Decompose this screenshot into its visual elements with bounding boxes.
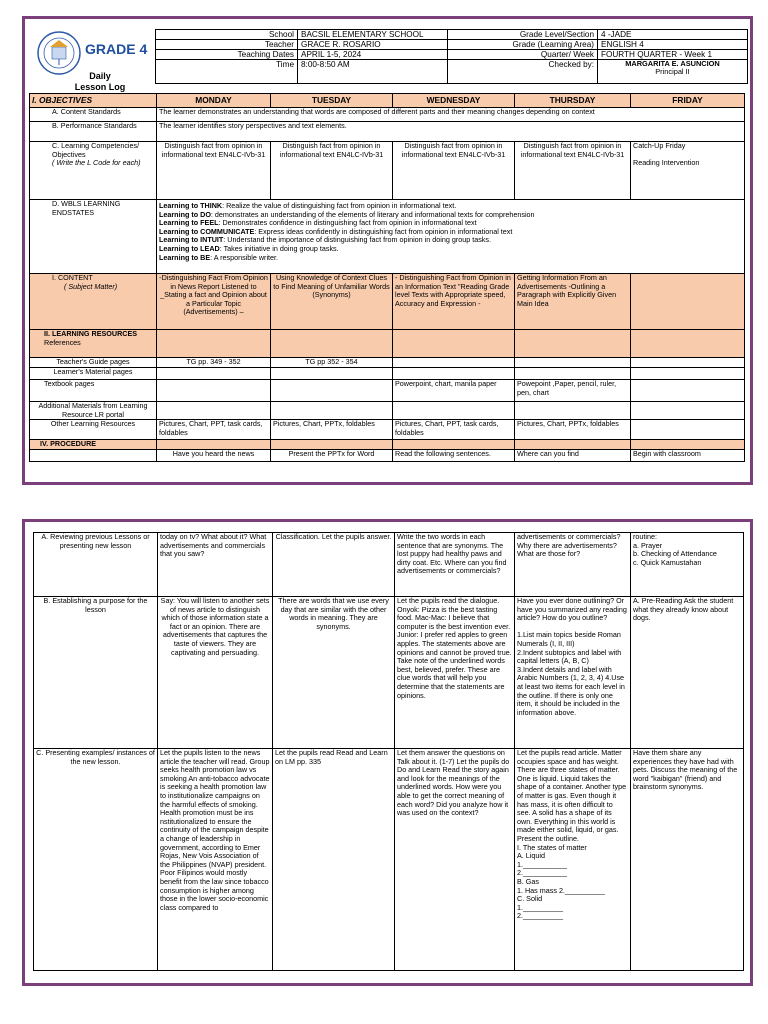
log-title — [25, 71, 175, 93]
other-cell: Pictures, Chart, PPTx, foldables — [515, 420, 631, 440]
header-info-table — [155, 29, 748, 84]
content-label-text: I. CONTENT — [52, 273, 93, 282]
content-label — [30, 274, 157, 330]
procedure-row-b — [34, 597, 744, 749]
checked-name: MARGARITA E. ASUNCION — [625, 59, 720, 68]
school-label: School — [156, 30, 298, 40]
procedure-cell: A. Pre-Reading Ask the student what they already know about dogs. — [631, 597, 744, 749]
procedure-cell: Have them share any experiences they have had with pets. Discuss the meaning of the word "kaibigan" (friend) and brainstorm synonyms. — [631, 749, 744, 971]
quarter-label: Quarter/ Week — [448, 50, 598, 60]
content-cell: -Distinguishing Fact From Opinion in News Report Listened to _Stating a fact and Opinion about a Particular Topic (Advertisements) – — [157, 274, 271, 330]
performance-label: B. Performance Standards — [30, 122, 157, 142]
textbook-cell: Powepoint ,Paper, pencil, ruler, pen, chart — [515, 380, 631, 402]
textbook-cell — [271, 380, 393, 402]
procedure-row — [30, 440, 745, 450]
day-header: MONDAY — [157, 94, 271, 108]
procedure-cell: Let the pupils listen to the news article the teacher will read. Group seeks health promotion law vs smoking An anti-tobacco advocate is seeking a health promotion law to institutionalize campaigns on the harmful effects of smoking. Health promotion must be ins nstitutionalized to ensure the continuity of the campaign despite a change of leadership in government, according to Emer Rojas, New Vois Association of the Philippines (NVAP) president. Poor Filipinos would mostly benefit from the law since tobacco consumption is higher among those in the lower socio-economic class compared to — [158, 749, 273, 971]
other-cell — [631, 420, 745, 440]
dll-page-2 — [22, 519, 753, 986]
procedure-cell: There are words that we use every day that are similar with the other words in meaning. They are synonyms. — [273, 597, 395, 749]
procedure-first-line: Read the following sentences. — [393, 450, 515, 462]
procedure-first-line: Have you heard the news — [157, 450, 271, 462]
procedure-cell: Write the two words in each sentence that are synonyms. The lost puppy had healthy paws and dirty coat. Etc. Where can you find advertisements or commercials? — [395, 533, 515, 597]
procedure-cell: Have you ever done outlining? Or have you summarized any reading article? How do you outline? 1.List main topics beside Roman Numerals (I, II, III) 2.Indent subtopics and label with capital letters (A, B, C) 3.Indent details and label with Arabic Numbers (1, 2, 3, 4) 4.Use at least two items for each level in the outline. If there is only one item, it should be included in the information above. — [515, 597, 631, 749]
checked-title: Principal II — [655, 67, 690, 77]
procedure-step-label: C. Presenting examples/ instances of the new lesson. — [34, 749, 158, 971]
learning-area-value: ENGLISH 4 — [598, 40, 748, 50]
other-label: Other Learning Resources — [30, 420, 157, 440]
wbls-line: Learning to LEAD: Takes initiative in doing group tasks. — [159, 243, 339, 253]
objectives-title: I. OBJECTIVES — [30, 94, 157, 108]
procedure-cell: advertisements or commercials? Why there are advertisements? What are those for? — [515, 533, 631, 597]
competency-cell: Catch-Up Friday Reading Intervention — [631, 142, 745, 200]
procedure-cell: today on tv? What about it? What advertisements and commercials that you saw? — [158, 533, 273, 597]
procedure-cell: Let the pupils read Read and Learn on LM pp. 335 — [273, 749, 395, 971]
competencies-label-text: C. Learning Competencies/ Objectives — [52, 141, 140, 159]
wbls-line: Learning to COMMUNICATE: Express ideas confidently in distinguishing fact from opinion in informational text — [159, 226, 513, 236]
time-value: 8:00-8:50 AM — [298, 60, 448, 84]
content-cell: Using Knowledge of Context Clues to Find Meaning of Unfamiliar Words (Synonyms) — [271, 274, 393, 330]
grade-title: GRADE 4 — [85, 41, 148, 57]
procedure-cell: Classification. Let the pupils answer. — [273, 533, 395, 597]
textbook-cell — [631, 380, 745, 402]
textbook-label: Textbook pages — [30, 380, 157, 402]
content-standards-text: The learner demonstrates an understanding that words are composed of different parts and their meaning changes depending on context — [157, 108, 745, 122]
dates-value: APRIL 1-5, 2024 — [298, 50, 448, 60]
procedure-label: IV. PROCEDURE — [30, 440, 157, 450]
dates-label: Teaching Dates — [156, 50, 298, 60]
day-header: THURSDAY — [515, 94, 631, 108]
competencies-note: ( Write the L Code for each) — [52, 158, 141, 168]
procedure-first-line: Begin with classroom — [631, 450, 745, 462]
other-cell: Pictures, Chart, PPT, task cards, foldables — [393, 420, 515, 440]
lesson-log-table — [29, 93, 745, 462]
school-value: BACSIL ELEMENTARY SCHOOL — [298, 30, 448, 40]
content-standards-label: A. Content Standards — [30, 108, 157, 122]
dll-page-1 — [22, 16, 753, 485]
wbls-line: Learning to DO: demonstrates an understanding of the elements of literary and informational texts for comprehension — [159, 209, 535, 219]
teacher-label: Teacher — [156, 40, 298, 50]
procedure-cell: routine: a. Prayer b. Checking of Attendance c. Quick Kamustahan — [631, 533, 744, 597]
tg-cell: TG pp. 349 - 352 — [157, 358, 271, 368]
wbls-line: Learning to BE: A responsible writer. — [159, 252, 279, 262]
resources-label — [30, 330, 157, 358]
content-cell: Getting Information From an Advertisements -Outlining a Paragraph with Explicitly Given Main Idea — [515, 274, 631, 330]
competencies-label — [30, 142, 157, 200]
procedure-step-label: B. Establishing a purpose for the lesson — [34, 597, 158, 749]
other-cell: Pictures, Chart, PPT, task cards, foldables — [157, 420, 271, 440]
days-header-row — [30, 94, 745, 108]
time-label: Time — [156, 60, 298, 84]
resources-label-text: II. LEARNING RESOURCES — [44, 329, 138, 338]
competency-cell: Distinguish fact from opinion in informational text EN4LC-IVb-31 — [271, 142, 393, 200]
log-title-line1: Daily — [89, 71, 111, 81]
learning-area-label: Grade (Learning Area) — [448, 40, 598, 50]
textbook-cell — [157, 380, 271, 402]
wbls-label: D. WBLS LEARNING ENDSTATES — [30, 200, 157, 274]
content-cell: - Distinguishing Fact from Opinion in an Information Text "Reading Grade level Texts with Appropriate speed, Accuracy and Expression - — [393, 274, 515, 330]
competency-cell: Distinguish fact from opinion in informational text EN4LC-IVb-31 — [393, 142, 515, 200]
procedure-cell: Let the pupils read the dialogue. Onyok: Pizza is the best tasting food. Mac-Mac: I believe that computer is the best invention ever. Junior: I prefer red apples to green apples. The statements above are opinions and cannot be proved true. Take note of the underlined words best, believed, prefer. These are clue words that will help you determine that the statements are opinions. — [395, 597, 515, 749]
wbls-cell — [157, 200, 745, 274]
lm-label: Learner's Material pages — [30, 368, 157, 380]
day-header: TUESDAY — [271, 94, 393, 108]
wbls-line: Learning to THINK: Realize the value of distinguishing fact from opinion in informational text. — [159, 201, 457, 210]
procedure-cell: Let them answer the questions on Talk about it. (1-7) Let the pupils do Do and Learn Read the story again and look for the meanings of the underlined words. How were you able to get the correct meaning of each word? Did you analyze how it was used on the context? — [395, 749, 515, 971]
tg-cell — [515, 358, 631, 368]
log-title-line2: Lesson Log — [74, 82, 126, 92]
procedure-table — [33, 532, 744, 971]
day-header: FRIDAY — [631, 94, 745, 108]
procedure-row-a — [34, 533, 744, 597]
tg-cell: TG pp 352 - 354 — [271, 358, 393, 368]
performance-text: The learner identifies story perspectives and text elements. — [157, 122, 745, 142]
procedure-first-line: Where can you find — [515, 450, 631, 462]
content-cell — [631, 274, 745, 330]
procedure-step-label: A. Reviewing previous Lessons or presenting new lesson — [34, 533, 158, 597]
content-sub: ( Subject Matter) — [64, 281, 118, 291]
wbls-line: Learning to INTUIT: Understand the importance of distinguishing fact from opinion in doing group tasks. — [159, 235, 491, 245]
day-header: WEDNESDAY — [393, 94, 515, 108]
wbls-line: Learning to FEEL: Demonstrates confidence in distinguishing fact from opinion in informational text — [159, 218, 477, 228]
quarter-value: FOURTH QUARTER - Week 1 — [598, 50, 748, 60]
references-label: References — [44, 337, 81, 347]
competency-cell: Distinguish fact from opinion in informational text EN4LC-IVb-31 — [157, 142, 271, 200]
checked-label: Checked by: — [448, 60, 598, 84]
additional-label: Additional Materials from Learning Resource LR portal — [30, 402, 157, 420]
content-row — [30, 274, 745, 330]
tg-label: Teacher's Guide pages — [30, 358, 157, 368]
textbook-cell: Powerpoint, chart, manila paper — [393, 380, 515, 402]
other-cell: Pictures, Chart, PPTx, foldables — [271, 420, 393, 440]
grade-section-label: Grade Level/Section — [448, 30, 598, 40]
tg-cell — [631, 358, 745, 368]
procedure-cell: Say: You will listen to another sets of news article to distinguish which of those information state a fact or an opinion. There are advertisements that captures the taste of viewers. They are captivating and persuading. — [158, 597, 273, 749]
checked-by — [598, 60, 748, 84]
competency-cell: Distinguish fact from opinion in informational text EN4LC-IVb-31 — [515, 142, 631, 200]
resources-row — [30, 330, 745, 358]
procedure-cell: Let the pupils read article. Matter occupies space and has weight. There are three states of matter. One is liquid. Liquid takes the shape of a container. Another type of matter is gas. Even though it has mass, it is often difficult to see. A solid has a shape of its own. Everything in this world is made either solid, liquid, or gas. Present the outline. I. The states of matter A. Liquid 1.___________ 2.___________ B. Gas 1. Has mass 2.__________ C. Solid 1.__________ 2.__________ — [515, 749, 631, 971]
procedure-first-line: Present the PPTx for Word — [271, 450, 393, 462]
teacher-value: GRACE R. ROSARIO — [298, 40, 448, 50]
tg-cell — [393, 358, 515, 368]
grade-section-value: 4 -JADE — [598, 30, 748, 40]
procedure-row-c — [34, 749, 744, 971]
deped-seal-icon — [37, 31, 81, 75]
